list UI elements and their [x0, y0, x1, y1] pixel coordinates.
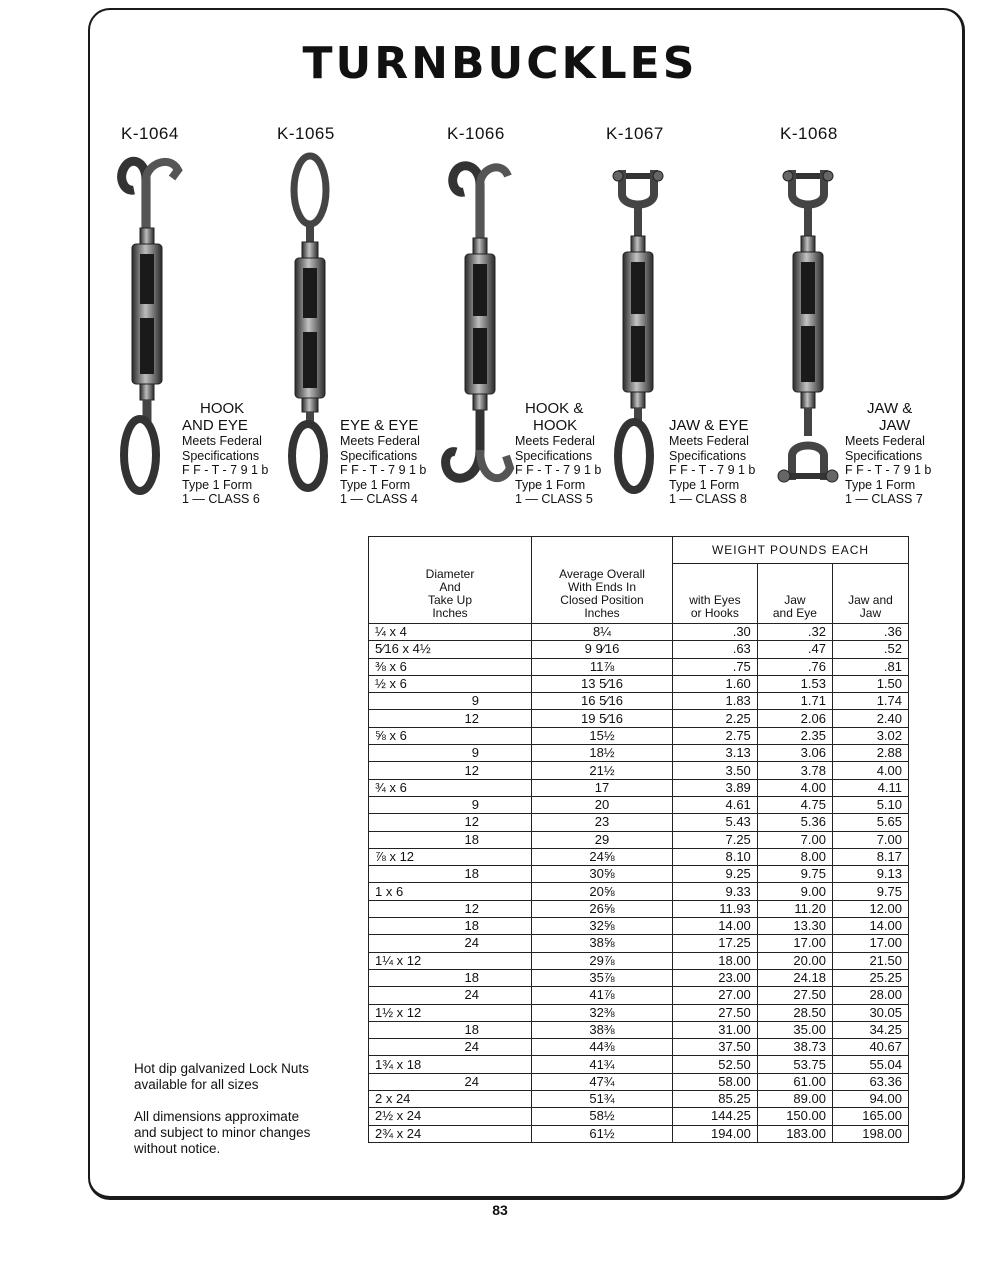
weight-jaw-eye-cell: 11.20 — [757, 900, 832, 917]
weight-jaw-eye-cell: 183.00 — [757, 1125, 832, 1142]
header-jaw-and-eye: Jaw and Eye — [757, 564, 832, 624]
overall-length-cell: 26⅝ — [532, 900, 673, 917]
diameter-cell: 24 — [369, 1039, 532, 1056]
overall-length-cell: 30⅝ — [532, 866, 673, 883]
hook-and-hook-turnbuckle-icon — [440, 150, 520, 500]
diameter-cell: 24 — [369, 987, 532, 1004]
weight-eyes-hooks-cell: .30 — [673, 624, 758, 641]
weight-eyes-hooks-cell: 4.61 — [673, 796, 758, 813]
jaw-and-jaw-turnbuckle-icon — [776, 150, 840, 500]
product-description-k1067: JAW & EYE Meets Federal Specifications F F - T - 7 9 1 b Type 1 Form 1 — CLASS 8 — [669, 417, 756, 506]
diameter-cell: 9 — [369, 693, 532, 710]
weight-jaw-eye-cell: 38.73 — [757, 1039, 832, 1056]
overall-length-cell: 41⅞ — [532, 987, 673, 1004]
product-description-k1065: EYE & EYE Meets Federal Specifications F F - T - 7 9 1 b Type 1 Form 1 — CLASS 4 — [340, 417, 427, 506]
weight-eyes-hooks-cell: 52.50 — [673, 1056, 758, 1073]
diameter-cell: 24 — [369, 1073, 532, 1090]
table-row — [369, 848, 909, 865]
weight-jaw-jaw-cell: 1.74 — [832, 693, 908, 710]
weight-jaw-eye-cell: 24.18 — [757, 969, 832, 986]
overall-length-cell: 41¾ — [532, 1056, 673, 1073]
weight-jaw-jaw-cell: 9.75 — [832, 883, 908, 900]
diameter-cell: 2¾ x 24 — [369, 1125, 532, 1142]
weight-jaw-eye-cell: 9.00 — [757, 883, 832, 900]
overall-length-cell: 23 — [532, 814, 673, 831]
weight-jaw-jaw-cell: 34.25 — [832, 1021, 908, 1038]
diameter-cell: 18 — [369, 831, 532, 848]
overall-length-cell: 58½ — [532, 1108, 673, 1125]
model-number-k1066: K-1066 — [447, 124, 505, 143]
overall-length-cell: 21½ — [532, 762, 673, 779]
diameter-cell: 5⁄16 x 4½ — [369, 641, 532, 658]
weight-eyes-hooks-cell: 17.25 — [673, 935, 758, 952]
header-diameter: Diameter And Take Up Inches — [369, 537, 532, 624]
overall-length-cell: 19 5⁄16 — [532, 710, 673, 727]
weight-jaw-eye-cell: 27.50 — [757, 987, 832, 1004]
weight-eyes-hooks-cell: 5.43 — [673, 814, 758, 831]
weight-jaw-eye-cell: 2.06 — [757, 710, 832, 727]
table-row — [369, 1056, 909, 1073]
note-lock-nuts: Hot dip galvanized Lock Nuts available for all sizes — [134, 1061, 309, 1092]
model-number-k1064: K-1064 — [121, 124, 179, 143]
overall-length-cell: 20⅝ — [532, 883, 673, 900]
weight-jaw-eye-cell: 53.75 — [757, 1056, 832, 1073]
weight-jaw-jaw-cell: 2.88 — [832, 745, 908, 762]
overall-length-cell: 20 — [532, 796, 673, 813]
table-row — [369, 1091, 909, 1108]
weight-jaw-jaw-cell: 25.25 — [832, 969, 908, 986]
weight-jaw-jaw-cell: 30.05 — [832, 1004, 908, 1021]
weight-eyes-hooks-cell: 31.00 — [673, 1021, 758, 1038]
page-title: TURNBUCKLES — [302, 38, 698, 89]
table-row — [369, 1021, 909, 1038]
table-row — [369, 814, 909, 831]
model-number-k1065: K-1065 — [277, 124, 335, 143]
table-row — [369, 969, 909, 986]
weight-jaw-eye-cell: .76 — [757, 658, 832, 675]
weight-jaw-jaw-cell: 9.13 — [832, 866, 908, 883]
weight-jaw-eye-cell: 150.00 — [757, 1108, 832, 1125]
diameter-cell: ⅝ x 6 — [369, 727, 532, 744]
weight-jaw-eye-cell: 8.00 — [757, 848, 832, 865]
header-weight-pounds-each: WEIGHT POUNDS EACH — [673, 537, 909, 564]
weight-eyes-hooks-cell: 7.25 — [673, 831, 758, 848]
weight-eyes-hooks-cell: 8.10 — [673, 848, 758, 865]
weight-eyes-hooks-cell: 2.25 — [673, 710, 758, 727]
weight-jaw-eye-cell: 2.35 — [757, 727, 832, 744]
weight-eyes-hooks-cell: .63 — [673, 641, 758, 658]
table-row — [369, 883, 909, 900]
weight-eyes-hooks-cell: 85.25 — [673, 1091, 758, 1108]
table-row — [369, 727, 909, 744]
weight-eyes-hooks-cell: 23.00 — [673, 969, 758, 986]
diameter-cell: 2 x 24 — [369, 1091, 532, 1108]
diameter-cell: ¼ x 4 — [369, 624, 532, 641]
header-jaw-and-jaw: Jaw and Jaw — [832, 564, 908, 624]
weight-jaw-jaw-cell: 94.00 — [832, 1091, 908, 1108]
weight-eyes-hooks-cell: 3.89 — [673, 779, 758, 796]
weight-jaw-jaw-cell: 40.67 — [832, 1039, 908, 1056]
overall-length-cell: 47¾ — [532, 1073, 673, 1090]
overall-length-cell: 38⅝ — [532, 935, 673, 952]
diameter-cell: 1½ x 12 — [369, 1004, 532, 1021]
weight-eyes-hooks-cell: 3.13 — [673, 745, 758, 762]
weight-jaw-eye-cell: 20.00 — [757, 952, 832, 969]
weight-jaw-jaw-cell: .36 — [832, 624, 908, 641]
diameter-cell: ½ x 6 — [369, 675, 532, 692]
overall-length-cell: 29⅞ — [532, 952, 673, 969]
table-row — [369, 987, 909, 1004]
table-row — [369, 658, 909, 675]
table-row — [369, 745, 909, 762]
weight-eyes-hooks-cell: 18.00 — [673, 952, 758, 969]
weight-eyes-hooks-cell: 2.75 — [673, 727, 758, 744]
weight-jaw-jaw-cell: 28.00 — [832, 987, 908, 1004]
weight-eyes-hooks-cell: 27.50 — [673, 1004, 758, 1021]
overall-length-cell: 16 5⁄16 — [532, 693, 673, 710]
table-row — [369, 935, 909, 952]
overall-length-cell: 13 5⁄16 — [532, 675, 673, 692]
overall-length-cell: 8¼ — [532, 624, 673, 641]
table-row — [369, 762, 909, 779]
header-with-eyes-or-hooks: with Eyes or Hooks — [673, 564, 758, 624]
weight-jaw-jaw-cell: 4.11 — [832, 779, 908, 796]
table-row — [369, 779, 909, 796]
weight-eyes-hooks-cell: 194.00 — [673, 1125, 758, 1142]
overall-length-cell: 17 — [532, 779, 673, 796]
overall-length-cell: 51¾ — [532, 1091, 673, 1108]
weight-jaw-eye-cell: 61.00 — [757, 1073, 832, 1090]
weight-jaw-jaw-cell: 5.10 — [832, 796, 908, 813]
weight-jaw-jaw-cell: 7.00 — [832, 831, 908, 848]
hook-and-eye-turnbuckle-icon — [110, 150, 190, 500]
weight-jaw-jaw-cell: 8.17 — [832, 848, 908, 865]
weight-jaw-eye-cell: 1.71 — [757, 693, 832, 710]
weight-jaw-jaw-cell: 5.65 — [832, 814, 908, 831]
diameter-cell: 1 x 6 — [369, 883, 532, 900]
weight-eyes-hooks-cell: 58.00 — [673, 1073, 758, 1090]
weight-eyes-hooks-cell: 37.50 — [673, 1039, 758, 1056]
model-number-k1068: K-1068 — [780, 124, 838, 143]
table-row — [369, 900, 909, 917]
weight-jaw-jaw-cell: 165.00 — [832, 1108, 908, 1125]
overall-length-cell: 18½ — [532, 745, 673, 762]
overall-length-cell: 24⅝ — [532, 848, 673, 865]
table-row — [369, 1004, 909, 1021]
weight-eyes-hooks-cell: 14.00 — [673, 918, 758, 935]
weight-jaw-eye-cell: 28.50 — [757, 1004, 832, 1021]
overall-length-cell: 11⅞ — [532, 658, 673, 675]
weight-eyes-hooks-cell: 3.50 — [673, 762, 758, 779]
eye-and-eye-turnbuckle-icon — [280, 150, 340, 500]
weight-eyes-hooks-cell: 144.25 — [673, 1108, 758, 1125]
diameter-cell: 9 — [369, 745, 532, 762]
table-row — [369, 866, 909, 883]
diameter-cell: 1¾ x 18 — [369, 1056, 532, 1073]
weight-jaw-eye-cell: .32 — [757, 624, 832, 641]
product-description-k1064: HOOK AND EYE Meets Federal Specifications F F - T - 7 9 1 b Type 1 Form 1 — CLASS 6 — [182, 400, 269, 506]
overall-length-cell: 32⅝ — [532, 918, 673, 935]
table-row — [369, 831, 909, 848]
product-description-k1068: JAW & JAW Meets Federal Specifications F F - T - 7 9 1 b Type 1 Form 1 — CLASS 7 — [845, 400, 932, 506]
diameter-cell: 12 — [369, 814, 532, 831]
weight-jaw-eye-cell: 9.75 — [757, 866, 832, 883]
diameter-cell: ¾ x 6 — [369, 779, 532, 796]
table-row — [369, 675, 909, 692]
weight-jaw-eye-cell: 1.53 — [757, 675, 832, 692]
weight-jaw-jaw-cell: .52 — [832, 641, 908, 658]
weight-eyes-hooks-cell: 1.83 — [673, 693, 758, 710]
diameter-cell: ⅞ x 12 — [369, 848, 532, 865]
overall-length-cell: 35⅞ — [532, 969, 673, 986]
table-row — [369, 641, 909, 658]
weight-jaw-jaw-cell: 1.50 — [832, 675, 908, 692]
weight-jaw-eye-cell: 3.78 — [757, 762, 832, 779]
table-row — [369, 1073, 909, 1090]
weight-jaw-jaw-cell: 17.00 — [832, 935, 908, 952]
weight-jaw-jaw-cell: 2.40 — [832, 710, 908, 727]
weight-eyes-hooks-cell: 27.00 — [673, 987, 758, 1004]
weight-jaw-jaw-cell: 63.36 — [832, 1073, 908, 1090]
diameter-cell: 18 — [369, 866, 532, 883]
model-number-k1067: K-1067 — [606, 124, 664, 143]
weight-jaw-eye-cell: 17.00 — [757, 935, 832, 952]
table-row — [369, 1108, 909, 1125]
weight-jaw-eye-cell: .47 — [757, 641, 832, 658]
table-row — [369, 1125, 909, 1142]
weight-jaw-jaw-cell: 21.50 — [832, 952, 908, 969]
page-number: 83 — [492, 1202, 508, 1218]
weight-jaw-jaw-cell: 3.02 — [832, 727, 908, 744]
weight-eyes-hooks-cell: 11.93 — [673, 900, 758, 917]
weight-jaw-jaw-cell: 55.04 — [832, 1056, 908, 1073]
jaw-and-eye-turnbuckle-icon — [606, 150, 670, 500]
weight-jaw-eye-cell: 7.00 — [757, 831, 832, 848]
overall-length-cell: 61½ — [532, 1125, 673, 1142]
weight-jaw-jaw-cell: 14.00 — [832, 918, 908, 935]
table-row — [369, 693, 909, 710]
weight-jaw-eye-cell: 3.06 — [757, 745, 832, 762]
weight-eyes-hooks-cell: 9.25 — [673, 866, 758, 883]
weight-eyes-hooks-cell: 9.33 — [673, 883, 758, 900]
header-overall-length: Average Overall With Ends In Closed Position Inches — [532, 537, 673, 624]
overall-length-cell: 38⅜ — [532, 1021, 673, 1038]
table-row — [369, 796, 909, 813]
weight-eyes-hooks-cell: .75 — [673, 658, 758, 675]
table-row — [369, 1039, 909, 1056]
diameter-cell: 18 — [369, 1021, 532, 1038]
weight-jaw-eye-cell: 4.00 — [757, 779, 832, 796]
diameter-cell: 18 — [369, 969, 532, 986]
table-row — [369, 952, 909, 969]
overall-length-cell: 29 — [532, 831, 673, 848]
weight-jaw-jaw-cell: 12.00 — [832, 900, 908, 917]
weight-jaw-eye-cell: 5.36 — [757, 814, 832, 831]
table-row — [369, 624, 909, 641]
product-description-k1066: HOOK & HOOK Meets Federal Specifications F F - T - 7 9 1 b Type 1 Form 1 — CLASS 5 — [515, 400, 602, 506]
overall-length-cell: 9 9⁄16 — [532, 641, 673, 658]
diameter-cell: 24 — [369, 935, 532, 952]
overall-length-cell: 15½ — [532, 727, 673, 744]
weight-jaw-jaw-cell: .81 — [832, 658, 908, 675]
weight-jaw-jaw-cell: 198.00 — [832, 1125, 908, 1142]
weight-eyes-hooks-cell: 1.60 — [673, 675, 758, 692]
weight-jaw-eye-cell: 13.30 — [757, 918, 832, 935]
diameter-cell: 12 — [369, 900, 532, 917]
notes — [134, 1061, 314, 1173]
overall-length-cell: 32⅜ — [532, 1004, 673, 1021]
diameter-cell: 1¼ x 12 — [369, 952, 532, 969]
weight-jaw-eye-cell: 4.75 — [757, 796, 832, 813]
diameter-cell: 9 — [369, 796, 532, 813]
diameter-cell: ⅜ x 6 — [369, 658, 532, 675]
note-dimensions: All dimensions approximate and subject to minor changes without notice. — [134, 1109, 311, 1156]
weight-jaw-jaw-cell: 4.00 — [832, 762, 908, 779]
weight-jaw-eye-cell: 35.00 — [757, 1021, 832, 1038]
turnbuckle-spec-table — [368, 536, 909, 1143]
weight-jaw-eye-cell: 89.00 — [757, 1091, 832, 1108]
diameter-cell: 12 — [369, 762, 532, 779]
table-row — [369, 710, 909, 727]
table-row — [369, 918, 909, 935]
diameter-cell: 2½ x 24 — [369, 1108, 532, 1125]
diameter-cell: 12 — [369, 710, 532, 727]
overall-length-cell: 44⅜ — [532, 1039, 673, 1056]
diameter-cell: 18 — [369, 918, 532, 935]
